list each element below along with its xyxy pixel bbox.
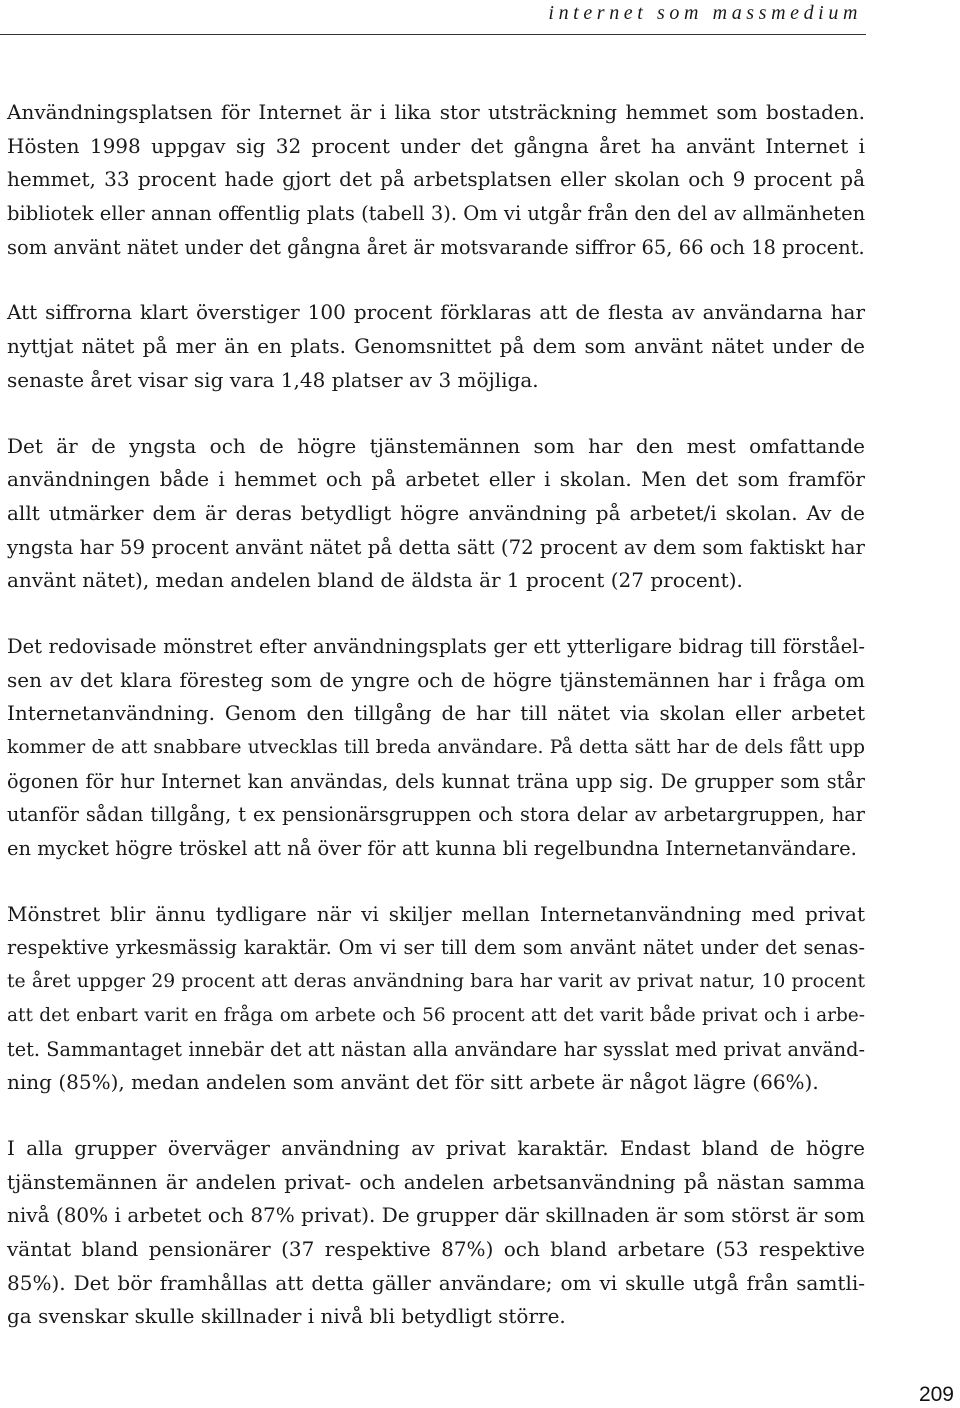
paragraph-1 [7,96,865,264]
text-line: yngsta har 59 procent använt nätet på detta sätt (72 procent av dem som faktiskt har [7,535,865,559]
text-line: senaste året visar sig vara 1,48 platser av 3 möjliga. [7,367,539,392]
text-line: Användningsplatsen för Internet är i lika stor utsträckning hemmet som bostaden. [7,100,865,124]
body-text [7,96,865,1366]
text-line: Hösten 1998 uppgav sig 32 procent under det gångna året ha använt Internet i [7,133,865,158]
text-line: ögonen för hur Internet kan användas, dels kunnat träna upp sig. De grupper som står [7,769,865,793]
text-line: väntat bland pensionärer (37 respektive 87%) och bland arbetare (53 respektive [7,1236,865,1261]
running-header-title: internet som massmedium [548,2,862,24]
text-line: som använt nätet under det gångna året är motsvarande siffror 65, 66 och 18 procent. [7,235,865,259]
page-number: 209 [918,1383,954,1406]
paragraph-4 [7,630,865,866]
text-line: sen av det klara föresteg som de yngre och de högre tjänstemännen har i fråga om [7,667,865,692]
paragraph-3 [7,430,865,598]
text-line: att det enbart varit en fråga om arbete och 56 procent att det varit både privat och i arbe- [7,1004,865,1026]
text-line: användningen både i hemmet och på arbetet eller i skolan. Men det som framför [7,467,865,492]
paragraph-6 [7,1132,865,1334]
text-line: allt utmärker dem är deras betydligt högre användning på arbetet/i skolan. Av de [7,500,865,525]
paragraph-2 [7,296,865,397]
text-line: bibliotek eller annan offentlig plats (tabell 3). Om vi utgår från den del av allmänheten [7,202,866,226]
text-line: Det redovisade mönstret efter användningsplats ger ett ytterligare bidrag till förståel- [7,634,865,658]
text-line: ning (85%), medan andelen som använt det för sitt arbete är något lägre (66%). [7,1070,819,1095]
text-line: respektive yrkesmässig karaktär. Om vi ser till dem som använt nätet under det senas- [7,936,865,960]
text-line: Det är de yngsta och de högre tjänstemännen som har den mest omfattande [7,433,865,458]
text-line: Mönstret blir ännu tydligare när vi skiljer mellan Internetanvändning med privat [7,901,865,926]
text-line: I alla grupper överväger användning av privat karaktär. Endast bland de högre [7,1135,865,1160]
text-line: te året uppger 29 procent att deras användning bara har varit av privat natur, 10 procent [7,971,865,993]
text-line: utanför sådan tillgång, t ex pensionärsgruppen och stora delar av arbetargruppen, har [7,803,865,827]
text-line: nivå (80% i arbetet och 87% privat). De grupper där skillnaden är som störst är som [7,1203,865,1228]
text-line: Internetanvändning. Genom den tillgång de har till nätet via skolan eller arbetet [7,701,865,726]
running-header [0,0,866,35]
text-line: Att siffrorna klart överstiger 100 procent förklaras att de flesta av användarna har [7,300,865,325]
text-line: tet. Sammantaget innebär det att nästan alla användare har sysslat med privat använd- [7,1037,865,1061]
text-line: nyttjat nätet på mer än en plats. Genomsnittet på dem som använt nätet under de [7,334,865,359]
text-line: kommer de att snabbare utvecklas till breda användare. På detta sätt har de dels fått upp [7,737,865,758]
text-line: ga svenskar skulle skillnader i nivå bli betydligt större. [7,1304,566,1329]
paragraph-5 [7,898,865,1100]
text-line: tjänstemännen är andelen privat- och andelen arbetsanvändning på nästan samma [7,1169,865,1194]
text-line: 85%). Det bör framhållas att detta gäller användare; om vi skulle utgå från samtli- [7,1270,865,1295]
text-line: en mycket högre tröskel att nå över för att kunna bli regelbundna Internetanvändare. [7,837,857,861]
text-line: använt nätet), medan andelen bland de äldsta är 1 procent (27 procent). [7,568,743,593]
text-line: hemmet, 33 procent hade gjort det på arbetsplatsen eller skolan och 9 procent på [7,167,865,192]
